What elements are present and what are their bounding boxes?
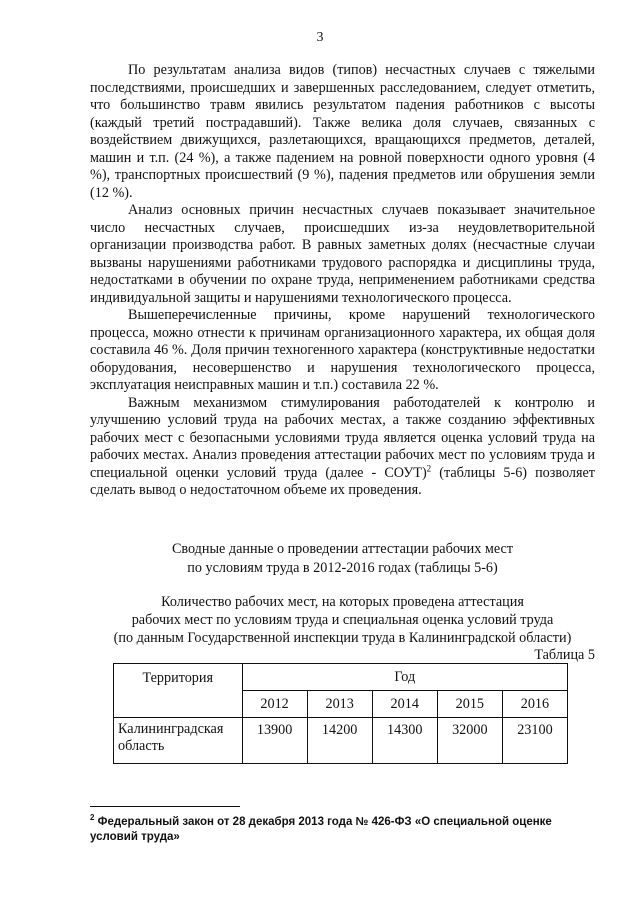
footnote: [90, 815, 595, 845]
paragraph-text-part-2: (таблицы 5-6) позволяет сделать вывод о недостаточном объеме их проведения.: [90, 464, 595, 498]
value-cell: 14300: [372, 718, 437, 764]
paragraph-accident-causes: Анализ основных причин несчастных случаев показывает значительное число несчастных случаев, происшедших из-за неудовлетворительной организации производства работ. В равных заметных долях (несчастные случаи вызваны нарушениями работниками трудового распорядка и дисциплины труда, недостатками в обучении по охране труда, неприменением работниками средства индивидуальной защиты и нарушениями технологического процесса.: [90, 202, 595, 306]
value-cell: 23100: [502, 718, 567, 764]
table-caption-line-2: рабочих мест по условиям труда и специальная оценка условий труда: [131, 612, 554, 628]
table-row: [114, 718, 568, 764]
table-header-row: [114, 664, 568, 691]
year-cell: 2013: [307, 691, 372, 718]
row-territory-label: Калининградская область: [114, 718, 243, 764]
footnote-mark: 2: [90, 813, 95, 823]
section-title-line-2: по условиям труда в 2012-2016 годах (таблицы 5-6): [187, 560, 498, 576]
year-cell: 2014: [372, 691, 437, 718]
paragraph-text-part-1: Важным механизмом стимулирования работодателей к контролю и улучшению условий труда на рабочих местах, а также созданию эффективных рабочих мест с безопасными условиями труда является оценка условий труда на рабочих местах. Анализ проведения аттестации рабочих мест по условиям труда и специальной оценки условий труда (далее - СОУТ): [90, 394, 595, 481]
header-territory: Территория: [114, 664, 243, 718]
footnote-divider: [90, 806, 240, 807]
table-caption-line-3: (по данным Государственной инспекции труда в Калининградской области): [113, 630, 572, 646]
footnote-reference: 2: [426, 462, 432, 473]
value-cell: 14200: [307, 718, 372, 764]
table-caption-line-1: Количество рабочих мест, на которых проведена аттестация: [161, 594, 524, 610]
body-text: [90, 62, 595, 500]
workplaces-table: [113, 663, 568, 764]
section-title: [90, 540, 595, 578]
value-cell: 13900: [242, 718, 307, 764]
table-number: Таблица 5: [534, 647, 595, 663]
year-cell: 2012: [242, 691, 307, 718]
paragraph-organizational-causes: Вышеперечисленные причины, кроме нарушений технологического процесса, можно отнести к причинам организационного характера, их общая доля составила 46 %. Доля причин техногенного характера (конструктивные недостатки оборудования, несовершенство и нарушения технологического процесса, эксплуатация неисправных машин и т.п.) составила 22 %.: [90, 307, 595, 393]
page-number: 3: [316, 30, 324, 45]
year-cell: 2015: [437, 691, 502, 718]
paragraph-working-conditions: [90, 395, 595, 500]
value-cell: 32000: [437, 718, 502, 764]
header-year: Год: [242, 664, 567, 691]
section-title-line-1: Сводные данные о проведении аттестации рабочих мест: [171, 541, 514, 557]
year-cell: 2016: [502, 691, 567, 718]
footnote-text: Федеральный закон от 28 декабря 2013 года № 426-ФЗ «О специальной оценке условий труда»: [90, 816, 552, 843]
paragraph-accident-types: По результатам анализа видов (типов) несчастных случаев с тяжелыми последствиями, происшедших и завершенных расследованием, следует отметить, что большинство травм явились результатом падения работников с высоты (каждый третий пострадавший). Также велика доля случаев, связанных с воздействием движущихся, разлетающихся, вращающихся предметов, деталей, машин и т.п. (24 %), а также падением на ровной поверхности одного уровня (4 %), транспортных происшествий (9 %), падения предметов или обрушения земли (12 %).: [90, 62, 595, 201]
table-caption: [90, 593, 595, 647]
